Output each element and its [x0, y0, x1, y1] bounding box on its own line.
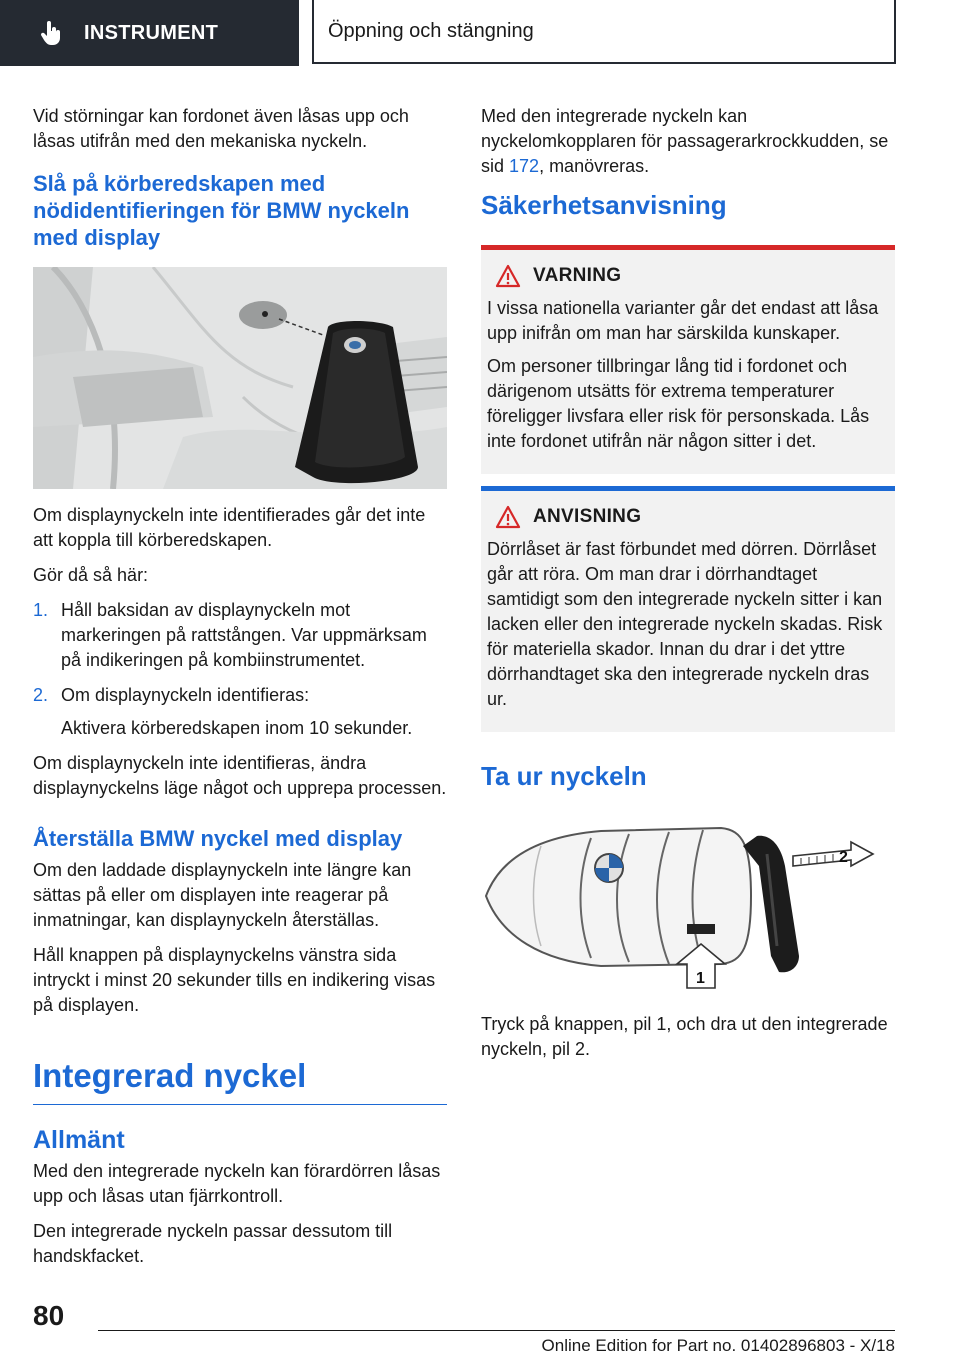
paragraph: Dörrlåset är fast förbundet med dörren. Dörrlåset går att röra. Om man drar i dörrhandtaget samtidigt som den integrerade nyckeln sitter i kan lacken eller den integrerade nyckeln skadas. Risk för materiella skador. Innan du drar i det yttre dörrhandtaget ska den integrerade nyckeln dras ur.	[487, 539, 883, 709]
text-fragment: Med den integrerade nyckeln kan nyckelomkopplaren för passagerarkrockkudden, se sid	[481, 106, 889, 176]
footer-divider	[98, 1330, 895, 1331]
paragraph: Gör då så här:	[33, 565, 149, 585]
integrated-key-removal-illustration	[481, 806, 895, 996]
warning-title: VARNING	[533, 265, 622, 286]
page-number: 80	[33, 1300, 65, 1331]
paragraph: Vid störningar kan fordonet även låsas upp och låsas utifrån med den mekaniska nyckeln.	[33, 106, 409, 151]
footer-edition: Online Edition for Part no. 01402896803 - X/18	[541, 1336, 895, 1355]
section-tab	[0, 0, 299, 66]
heading-safety-notice: Säkerhetsanvisning	[481, 190, 727, 220]
paragraph: Håll knappen på displaynyckelns vänstra sida intryckt i minst 20 sekunder tills en indikering visas på displayen.	[33, 945, 436, 1015]
heading-remove-key: Ta ur nyckeln	[481, 761, 647, 791]
paragraph: Om displaynyckeln inte identifierades går det inte att koppla till körberedskapen.	[33, 505, 426, 550]
key-steering-column-illustration	[33, 267, 447, 489]
heading-reset-key: Återställa BMW nyckel med display	[33, 826, 403, 851]
list-item	[33, 598, 447, 673]
paragraph: Om personer tillbringar lång tid i fordonet och därigenom utsätts för extrema temperaturer föreligger livsfara eller risk för personskada. Lås inte fordonet utifrån när någon sitter i det.	[487, 356, 870, 451]
paragraph: Den integrerade nyckeln passar dessutom till handskfacket.	[33, 1221, 393, 1266]
step-number: 1.	[33, 600, 49, 620]
paragraph: I vissa nationella varianter går det endast att låsa upp inifrån om man har särskilda kunskaper.	[487, 298, 879, 343]
heading-emergency-start: Slå på körberedskapen med nödidentifieringen för BMW nyckeln med display	[33, 171, 410, 250]
hand-pointer-icon	[38, 20, 64, 46]
notice-box	[481, 486, 895, 732]
paragraph: Om displaynyckeln inte identifieras, ändra displaynyckelns läge något och upprepa processen.	[33, 753, 447, 798]
page-header	[0, 0, 960, 66]
step-continuation: Aktivera körberedskapen inom 10 sekunder.	[61, 718, 413, 738]
warning-header	[487, 264, 887, 288]
text-fragment: , manövreras.	[539, 156, 650, 176]
list-item	[33, 683, 447, 741]
subsection-tab	[312, 0, 896, 64]
paragraph	[481, 104, 895, 179]
heading-integrated-key: Integrerad nyckel	[33, 1056, 447, 1105]
page-reference-link[interactable]: 172	[509, 156, 540, 176]
arrow-label-2: 2	[839, 849, 848, 866]
notice-title: ANVISNING	[533, 506, 642, 527]
notice-header	[487, 505, 887, 529]
left-column	[33, 104, 447, 1279]
paragraph: Med den integrerade nyckeln kan förardörren låsas upp och låsas utan fjärrkontroll.	[33, 1161, 441, 1206]
section-title: INSTRUMENT	[84, 21, 219, 44]
paragraph: Om den laddade displaynyckeln inte längre kan sättas på eller om displayen inte reagerar på inmatningar, kan displaynyckeln återställas.	[33, 860, 412, 930]
step-text: Håll baksidan av displaynyckeln mot markeringen på rattstången. Var uppmärksam på indikeringen på kombiinstrumentet.	[61, 600, 427, 670]
warning-triangle-icon	[495, 505, 521, 529]
step-text: Om displaynyckeln identifieras:	[61, 685, 310, 705]
subsection-title: Öppning och stängning	[328, 19, 534, 42]
right-column	[481, 104, 895, 1072]
paragraph: Tryck på knappen, pil 1, och dra ut den integrerade nyckeln, pil 2.	[481, 1014, 888, 1059]
warning-triangle-icon	[495, 264, 521, 288]
arrow-label-1: 1	[696, 970, 705, 987]
step-list	[33, 598, 447, 741]
heading-general: Allmänt	[33, 1126, 125, 1154]
warning-box	[481, 245, 895, 474]
step-number: 2.	[33, 685, 49, 705]
